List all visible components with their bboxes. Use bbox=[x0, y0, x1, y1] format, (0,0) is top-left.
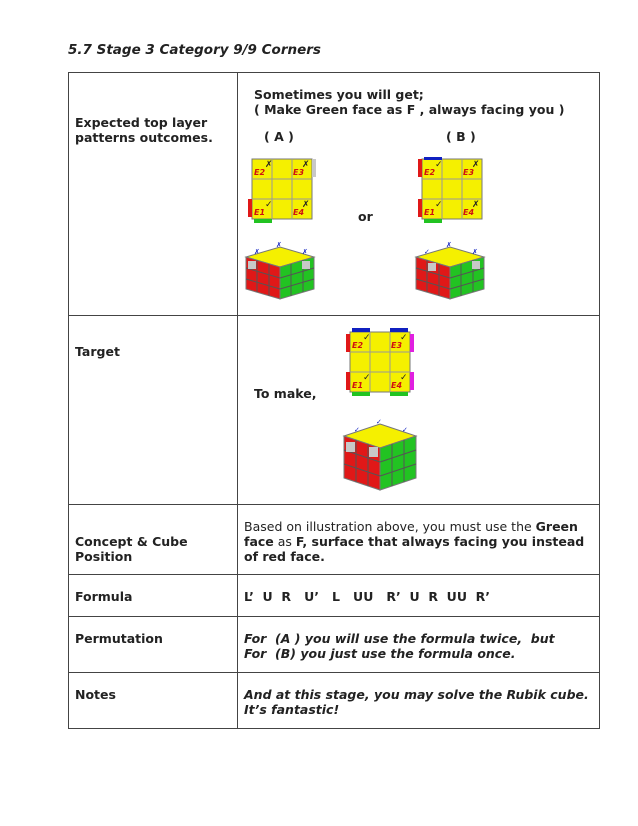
cross-mark-icon: ✗ bbox=[302, 160, 310, 170]
diagram-a-e3-label: E3 bbox=[293, 168, 305, 177]
check-mark-icon: ✓ bbox=[265, 200, 273, 210]
svg-text:✗: ✗ bbox=[276, 241, 282, 249]
row-formula-content-cell bbox=[238, 575, 600, 617]
row-formula-label-cell bbox=[69, 575, 238, 617]
diagram-b-e4-label: E4 bbox=[463, 208, 475, 217]
diagram-b-e1-label: E1 bbox=[424, 208, 436, 217]
check-mark-icon: ✓ bbox=[400, 373, 408, 383]
concept-text-surface: F, surface that always facing you instead of red face. bbox=[244, 534, 585, 564]
target-e2-label: E2 bbox=[352, 341, 364, 350]
svg-text:✓: ✓ bbox=[424, 248, 430, 256]
concept-text-part-2: as bbox=[273, 534, 296, 549]
cross-mark-icon: ✗ bbox=[265, 160, 273, 170]
diagram-a-cube-3d bbox=[242, 239, 318, 301]
diagram-b-top-view bbox=[416, 157, 488, 223]
row-expected-label-cell bbox=[69, 73, 238, 316]
row-target-label-cell bbox=[69, 316, 238, 505]
row-target-content-cell bbox=[238, 316, 600, 505]
target-e1-label: E1 bbox=[352, 381, 364, 390]
concept-text-green-face: Green face bbox=[244, 519, 578, 549]
svg-text:✓: ✓ bbox=[402, 426, 408, 434]
svg-text:✗: ✗ bbox=[472, 248, 478, 256]
intro-line-2: ( Make Green face as F , always facing you ) bbox=[254, 102, 565, 117]
row-expected-label: Expected top layer patterns outcomes. bbox=[75, 115, 213, 145]
check-mark-icon: ✓ bbox=[435, 200, 443, 210]
target-e4-label: E4 bbox=[391, 381, 403, 390]
label-a: ( A ) bbox=[264, 129, 294, 144]
row-permutation-label-cell bbox=[69, 617, 238, 673]
formula-value: L’ U R U’ L UU R’ U R UU R’ bbox=[244, 589, 491, 604]
svg-text:✗: ✗ bbox=[302, 248, 308, 256]
diagram-b-e3-label: E3 bbox=[463, 168, 475, 177]
row-target bbox=[69, 316, 600, 505]
row-concept-label: Concept & Cube Position bbox=[75, 534, 188, 564]
row-notes-label-cell bbox=[69, 673, 238, 729]
target-cube-3d bbox=[340, 414, 420, 494]
target-e3-label: E3 bbox=[391, 341, 403, 350]
svg-text:✓: ✓ bbox=[376, 418, 382, 426]
stage-table bbox=[68, 72, 600, 729]
concept-text-part-1: Based on illustration above, you must use the bbox=[244, 519, 536, 534]
notes-line-1: And at this stage, you may solve the Rubik cube. bbox=[244, 687, 589, 702]
row-permutation-label: Permutation bbox=[75, 631, 163, 646]
concept-text bbox=[244, 519, 591, 564]
row-target-label: Target bbox=[75, 344, 120, 359]
target-top-view bbox=[342, 328, 418, 396]
row-permutation-content-cell bbox=[238, 617, 600, 673]
row-formula-label: Formula bbox=[75, 589, 133, 604]
row-notes bbox=[69, 673, 600, 729]
row-formula bbox=[69, 575, 600, 617]
row-concept-content-cell bbox=[238, 505, 600, 575]
section-heading: 5.7 Stage 3 Category 9/9 Corners bbox=[68, 42, 321, 58]
to-make-text: To make, bbox=[254, 386, 317, 401]
check-mark-icon: ✓ bbox=[435, 160, 443, 170]
svg-text:✓: ✓ bbox=[354, 426, 360, 434]
diagram-a-e2-label: E2 bbox=[254, 168, 266, 177]
diagram-b-e2-label: E2 bbox=[424, 168, 436, 177]
or-text: or bbox=[358, 209, 373, 224]
check-mark-icon: ✓ bbox=[363, 333, 371, 343]
row-notes-content-cell bbox=[238, 673, 600, 729]
diagram-a-e4-label: E4 bbox=[293, 208, 305, 217]
row-notes-label: Notes bbox=[75, 687, 116, 702]
row-concept bbox=[69, 505, 600, 575]
row-permutation bbox=[69, 617, 600, 673]
diagram-b-cube-3d bbox=[412, 239, 488, 301]
diagram-a-top-view bbox=[246, 157, 318, 223]
cross-mark-icon: ✗ bbox=[302, 200, 310, 210]
row-expected-content-cell bbox=[238, 73, 600, 316]
check-mark-icon: ✓ bbox=[363, 373, 371, 383]
cross-mark-icon: ✗ bbox=[472, 160, 480, 170]
row-expected bbox=[69, 73, 600, 316]
intro-line-1: Sometimes you will get; bbox=[254, 87, 424, 102]
permutation-line-2: For (B) you just use the formula once. bbox=[244, 646, 516, 661]
label-b: ( B ) bbox=[446, 129, 476, 144]
svg-text:✗: ✗ bbox=[254, 248, 260, 256]
permutation-line-1: For (A ) you will use the formula twice, but bbox=[244, 631, 555, 646]
row-concept-label-cell bbox=[69, 505, 238, 575]
check-mark-icon: ✓ bbox=[400, 333, 408, 343]
svg-text:✗: ✗ bbox=[446, 241, 452, 249]
notes-line-2: It’s fantastic! bbox=[244, 702, 340, 717]
cross-mark-icon: ✗ bbox=[472, 200, 480, 210]
diagram-a-e1-label: E1 bbox=[254, 208, 266, 217]
